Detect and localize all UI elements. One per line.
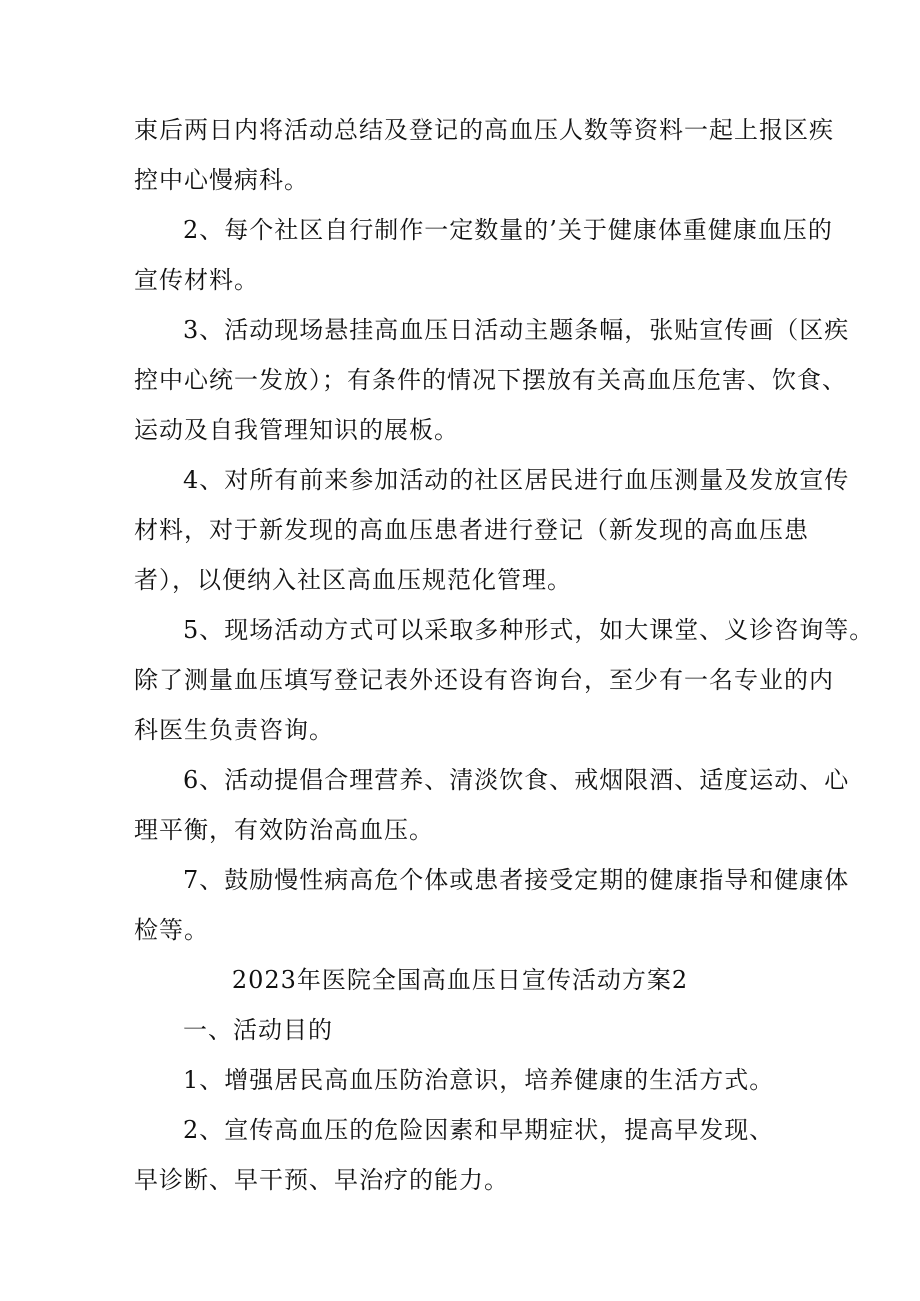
paragraph-line: 控中心慢病科。 (134, 166, 309, 194)
item-5-line: 5、现场活动方式可以采取多种形式，如大课堂、义诊咨询等。 (183, 616, 875, 644)
section-heading: 一、活动目的 (183, 1016, 333, 1044)
item-2-line: 2、每个社区自行制作一定数量的’关于健康体重健康血压的 (183, 216, 833, 244)
item-6-line: 6、活动提倡合理营养、清淡饮食、戒烟限酒、适度运动、心 (183, 766, 850, 794)
item-4-line: 材料，对于新发现的高血压患者进行登记（新发现的高血压患 (134, 516, 809, 544)
paragraph-line: 束后两日内将活动总结及登记的高血压人数等资料一起上报区疾 (134, 116, 834, 144)
item-5-line: 科医生负责咨询。 (134, 716, 334, 744)
item-3-line: 运动及自我管理知识的展板。 (134, 416, 459, 444)
item-4-line: 者），以便纳入社区高血压规范化管理。 (134, 566, 572, 594)
item-7-line: 7、鼓励慢性病高危个体或患者接受定期的健康指导和健康体 (183, 866, 850, 894)
item-5-line: 除了测量血压填写登记表外还设有咨询台，至少有一名专业的内 (134, 666, 834, 694)
item-4-line: 4、对所有前来参加活动的社区居民进行血压测量及发放宣传 (183, 466, 850, 494)
section-title: 2023年医院全国高血压日宣传活动方案2 (231, 966, 689, 994)
goal-2-line: 2、宣传高血压的危险因素和早期症状，提高早发现、 (183, 1116, 775, 1144)
goal-2-line: 早诊断、早干预、早治疗的能力。 (134, 1166, 509, 1194)
item-3-line: 3、活动现场悬挂高血压日活动主题条幅，张贴宣传画（区疾 (183, 316, 850, 344)
item-3-line: 控中心统一发放）；有条件的情况下摆放有关高血压危害、饮食、 (134, 366, 847, 394)
item-7-line: 检等。 (134, 916, 209, 944)
item-2-line: 宣传材料。 (134, 266, 259, 294)
goal-1-line: 1、增强居民高血压防治意识，培养健康的生活方式。 (183, 1066, 775, 1094)
item-6-line: 理平衡，有效防治高血压。 (134, 816, 434, 844)
